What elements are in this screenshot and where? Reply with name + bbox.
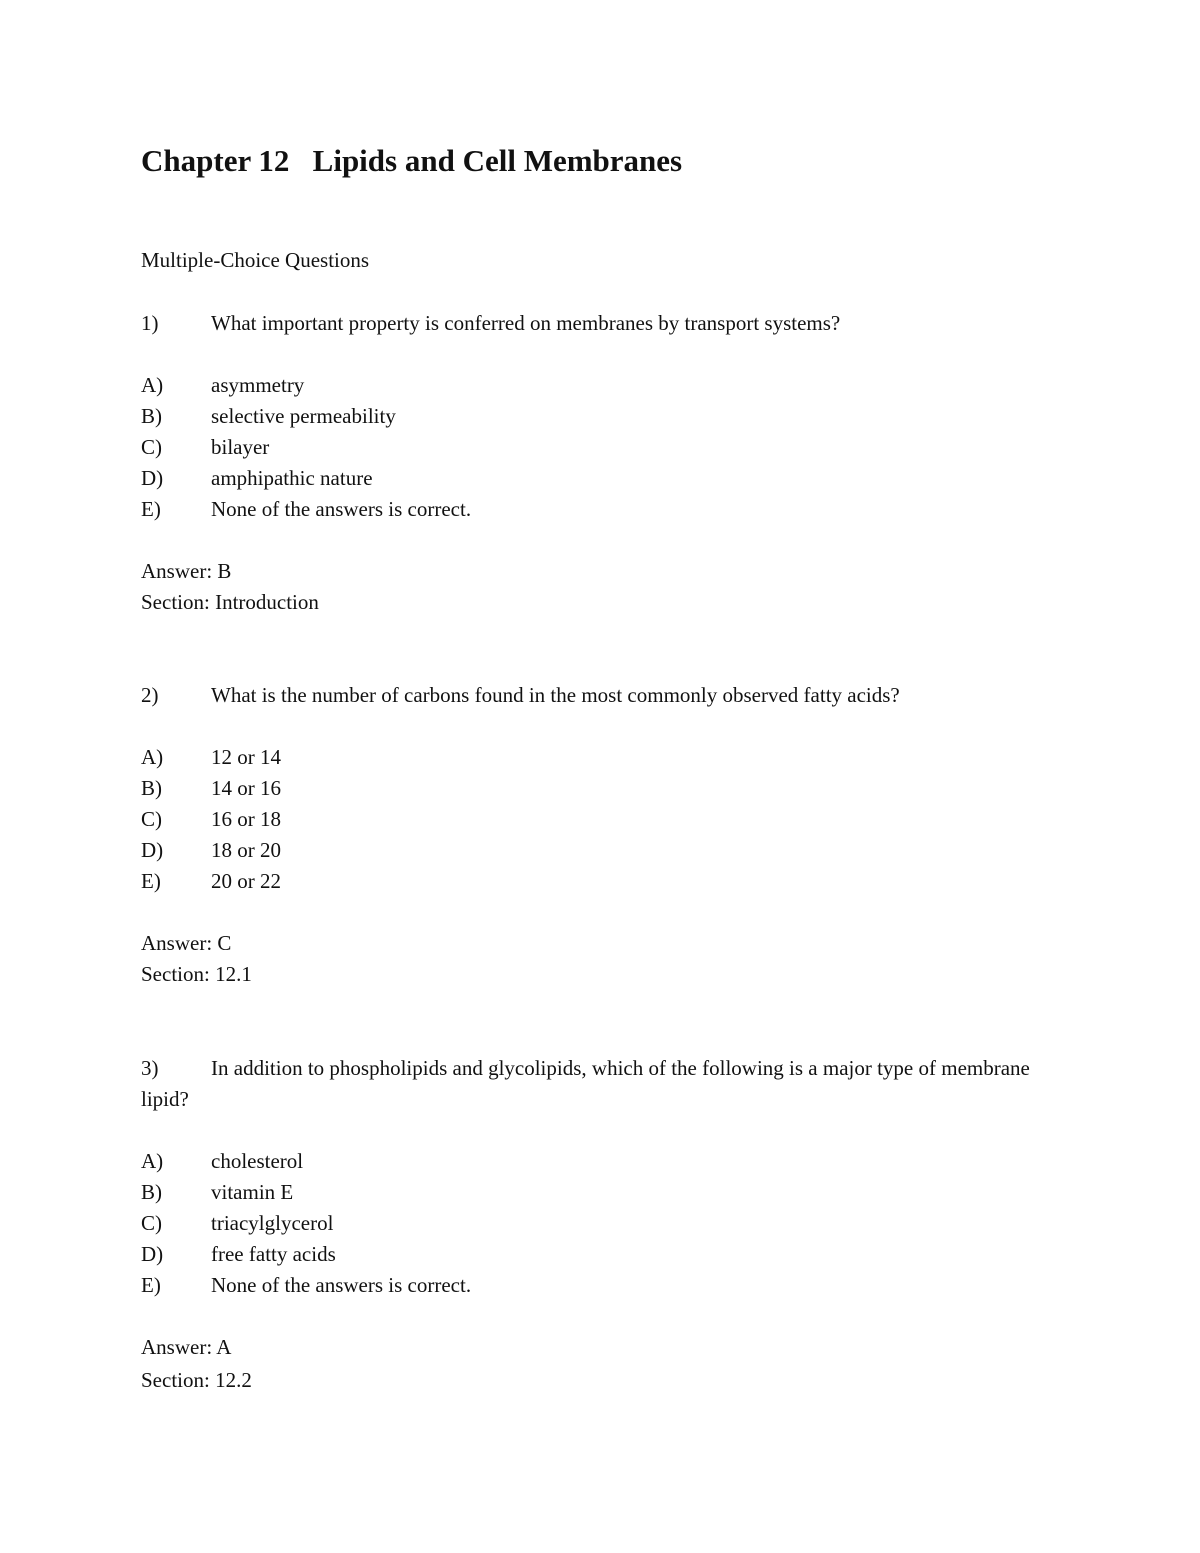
answer-line: Answer: A: [141, 1335, 232, 1359]
answer-line: Answer: C: [141, 931, 232, 955]
option-letter: C): [141, 807, 162, 831]
option-text: selective permeability: [211, 404, 396, 428]
option-text: triacylglycerol: [211, 1211, 334, 1235]
option-letter: E): [141, 1273, 161, 1297]
option-letter: B): [141, 776, 162, 800]
option-text: amphipathic nature: [211, 466, 373, 490]
section-line: Section: 12.2: [141, 1368, 252, 1392]
option-letter: A): [141, 1149, 164, 1173]
section-line: Section: Introduction: [141, 590, 319, 614]
option-text: None of the answers is correct.: [211, 497, 472, 521]
option-letter: E): [141, 497, 161, 521]
section-subtitle: Multiple-Choice Questions: [141, 248, 370, 272]
option-text: 18 or 20: [211, 838, 281, 862]
option-letter: D): [141, 1242, 164, 1266]
option-text: cholesterol: [211, 1149, 304, 1173]
question-number: 3): [141, 1056, 159, 1080]
option-letter: B): [141, 1180, 162, 1204]
question-text: What important property is conferred on membranes by transport systems?: [211, 311, 841, 335]
option-text: bilayer: [211, 435, 270, 459]
option-text: 12 or 14: [211, 745, 281, 769]
option-letter: B): [141, 404, 162, 428]
option-letter: E): [141, 869, 161, 893]
chapter-title: Chapter 12 Lipids and Cell Membranes: [141, 143, 683, 178]
option-letter: C): [141, 435, 162, 459]
section-line: Section: 12.1: [141, 962, 252, 986]
option-text: 14 or 16: [211, 776, 281, 800]
option-letter: C): [141, 1211, 162, 1235]
option-text: free fatty acids: [211, 1242, 336, 1266]
option-letter: D): [141, 838, 164, 862]
option-text: asymmetry: [211, 373, 305, 397]
option-letter: D): [141, 466, 164, 490]
question-text: What is the number of carbons found in the most commonly observed fatty acids?: [211, 683, 900, 707]
question-number: 1): [141, 311, 159, 335]
answer-line: Answer: B: [141, 559, 232, 583]
option-text: vitamin E: [211, 1180, 294, 1204]
option-letter: A): [141, 373, 164, 397]
option-letter: A): [141, 745, 164, 769]
option-text: 20 or 22: [211, 869, 281, 893]
option-text: None of the answers is correct.: [211, 1273, 472, 1297]
question-number: 2): [141, 683, 159, 707]
option-text: 16 or 18: [211, 807, 281, 831]
question-3: [141, 1053, 1031, 1115]
question-text: In addition to phospholipids and glycolipids, which of the following is a major type of membrane lipid?: [141, 1056, 1030, 1111]
